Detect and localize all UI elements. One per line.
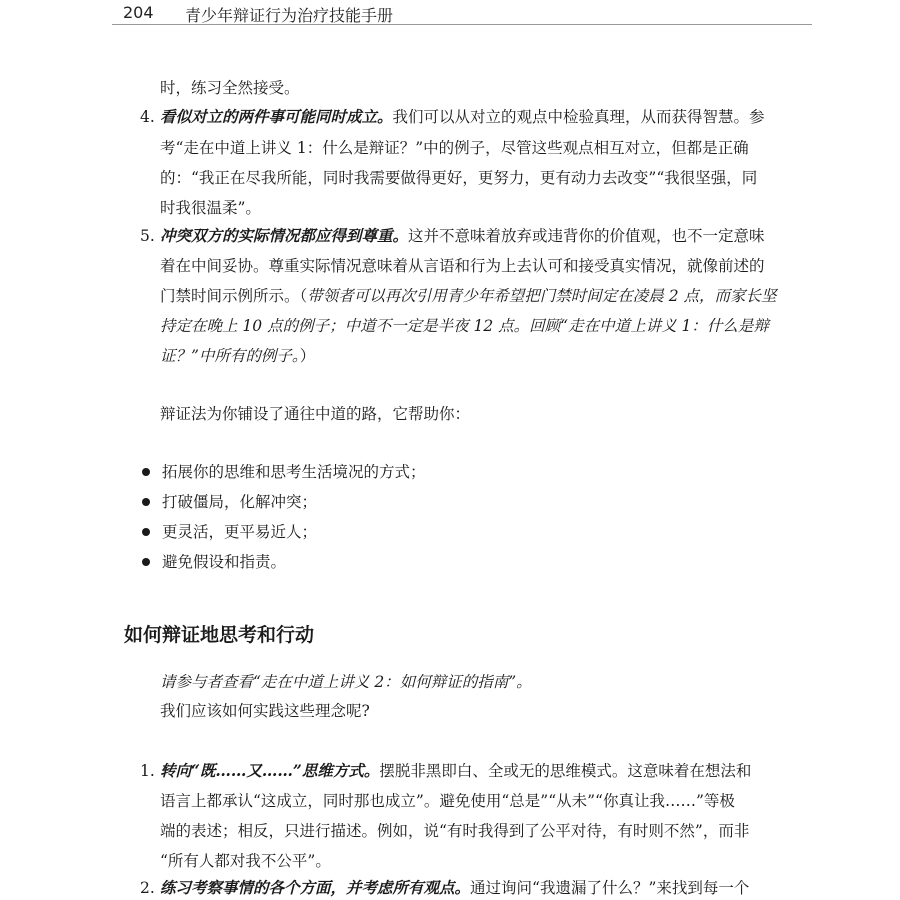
point-4-line-3: 的：“我正在尽我所能，同时我需要做得更好，更努力，更有动力去改变”“我很坚强，同: [160, 169, 758, 187]
instruction-text: 请参与者查看“走在中道上讲义 2：如何辩证的指南”。: [160, 673, 532, 691]
step-1-line-2: 语言上都承认“这成立，同时那也成立”。避免使用“总是”“从未”“你真让我……”等极: [160, 792, 735, 810]
step-2-number: 2.: [140, 879, 155, 897]
bullet-dot: [142, 468, 150, 476]
running-title: 青少年辩证行为治疗技能手册: [185, 6, 394, 25]
point-5-number: 5.: [140, 227, 155, 245]
step-1-line-4: “所有人都对我不公平”。: [160, 852, 331, 870]
page-number: 204: [123, 3, 154, 22]
point-4-line-1: [160, 107, 765, 127]
point-5-line-1: [160, 226, 765, 246]
point-4-text: 我们可以从对立的观点中检验真理，从而获得智慧。参: [392, 108, 765, 126]
point-5-lead: 冲突双方的实际情况都应得到尊重。: [160, 226, 409, 245]
point-5-text: 这并不意味着放弃或违背你的价值观，也不一定意味: [408, 227, 765, 245]
bullet-dot: [142, 498, 150, 506]
step-2-line-1: [160, 878, 749, 898]
intro-text: 辩证法为你铺设了通往中道的路，它帮助你：: [160, 405, 471, 423]
point-4-lead: 看似对立的两件事可能同时成立。: [160, 107, 393, 126]
bullet-item: 避免假设和指责。: [162, 553, 287, 571]
point-4-number: 4.: [140, 108, 155, 126]
bullet-item: 打破僵局，化解冲突；: [162, 493, 318, 511]
step-1-number: 1.: [140, 762, 155, 780]
step-2-lead: 练习考察事情的各个方面，并考虑所有观点。: [160, 878, 471, 897]
point-5-line-3-plain: 门禁时间示例所示。（: [160, 287, 308, 305]
point-4-line-2: 考“走在中道上讲义 1：什么是辩证？”中的例子，尽管这些观点相互对立，但都是正确: [160, 139, 749, 157]
point-5-line-5-italic: 证？”中所有的例子。: [160, 347, 300, 365]
point-5-line-5: [160, 346, 315, 366]
section-heading: 如何辩证地思考和行动: [124, 624, 315, 646]
bullet-dot: [142, 558, 150, 566]
step-2-text: 通过询问“我遗漏了什么？”来找到每一个: [470, 879, 750, 897]
bullet-item: 拓展你的思维和思考生活境况的方式；: [162, 463, 426, 481]
step-1-line-3: 端的表述；相反，只进行描述。例如，说“有时我得到了公平对待，有时则不然”，而非: [160, 822, 750, 840]
point-4-line-4: 时我很温柔”。: [160, 199, 261, 217]
point-5-line-5-plain: ）: [299, 347, 316, 365]
step-1-lead: 转向“既……又……”思维方式。: [160, 761, 380, 780]
point-5-line-4: 持定在晚上 10 点的例子；中道不一定是半夜 12 点。回顾“走在中道上讲义 1：什么是辩: [160, 317, 769, 335]
step-1-line-1: [160, 761, 751, 781]
step-1-text: 摆脱非黑即白、全或无的思维模式。这意味着在想法和: [379, 762, 752, 780]
question-text: 我们应该如何实践这些理念呢?: [160, 702, 370, 720]
point-5-line-3-italic: 带领者可以再次引用青少年希望把门禁时间定在凌晨 2 点，而家长坚: [307, 287, 777, 305]
continuation-text: 时，练习全然接受。: [160, 79, 300, 97]
point-5-line-2: 着在中间妥协。尊重实际情况意味着从言语和行为上去认可和接受真实情况，就像前述的: [160, 257, 765, 275]
page-header: [0, 0, 900, 28]
bullet-dot: [142, 528, 150, 536]
bullet-item: 更灵活，更平易近人；: [162, 523, 318, 541]
point-5-line-3: [160, 286, 776, 306]
header-rule: [112, 24, 812, 25]
